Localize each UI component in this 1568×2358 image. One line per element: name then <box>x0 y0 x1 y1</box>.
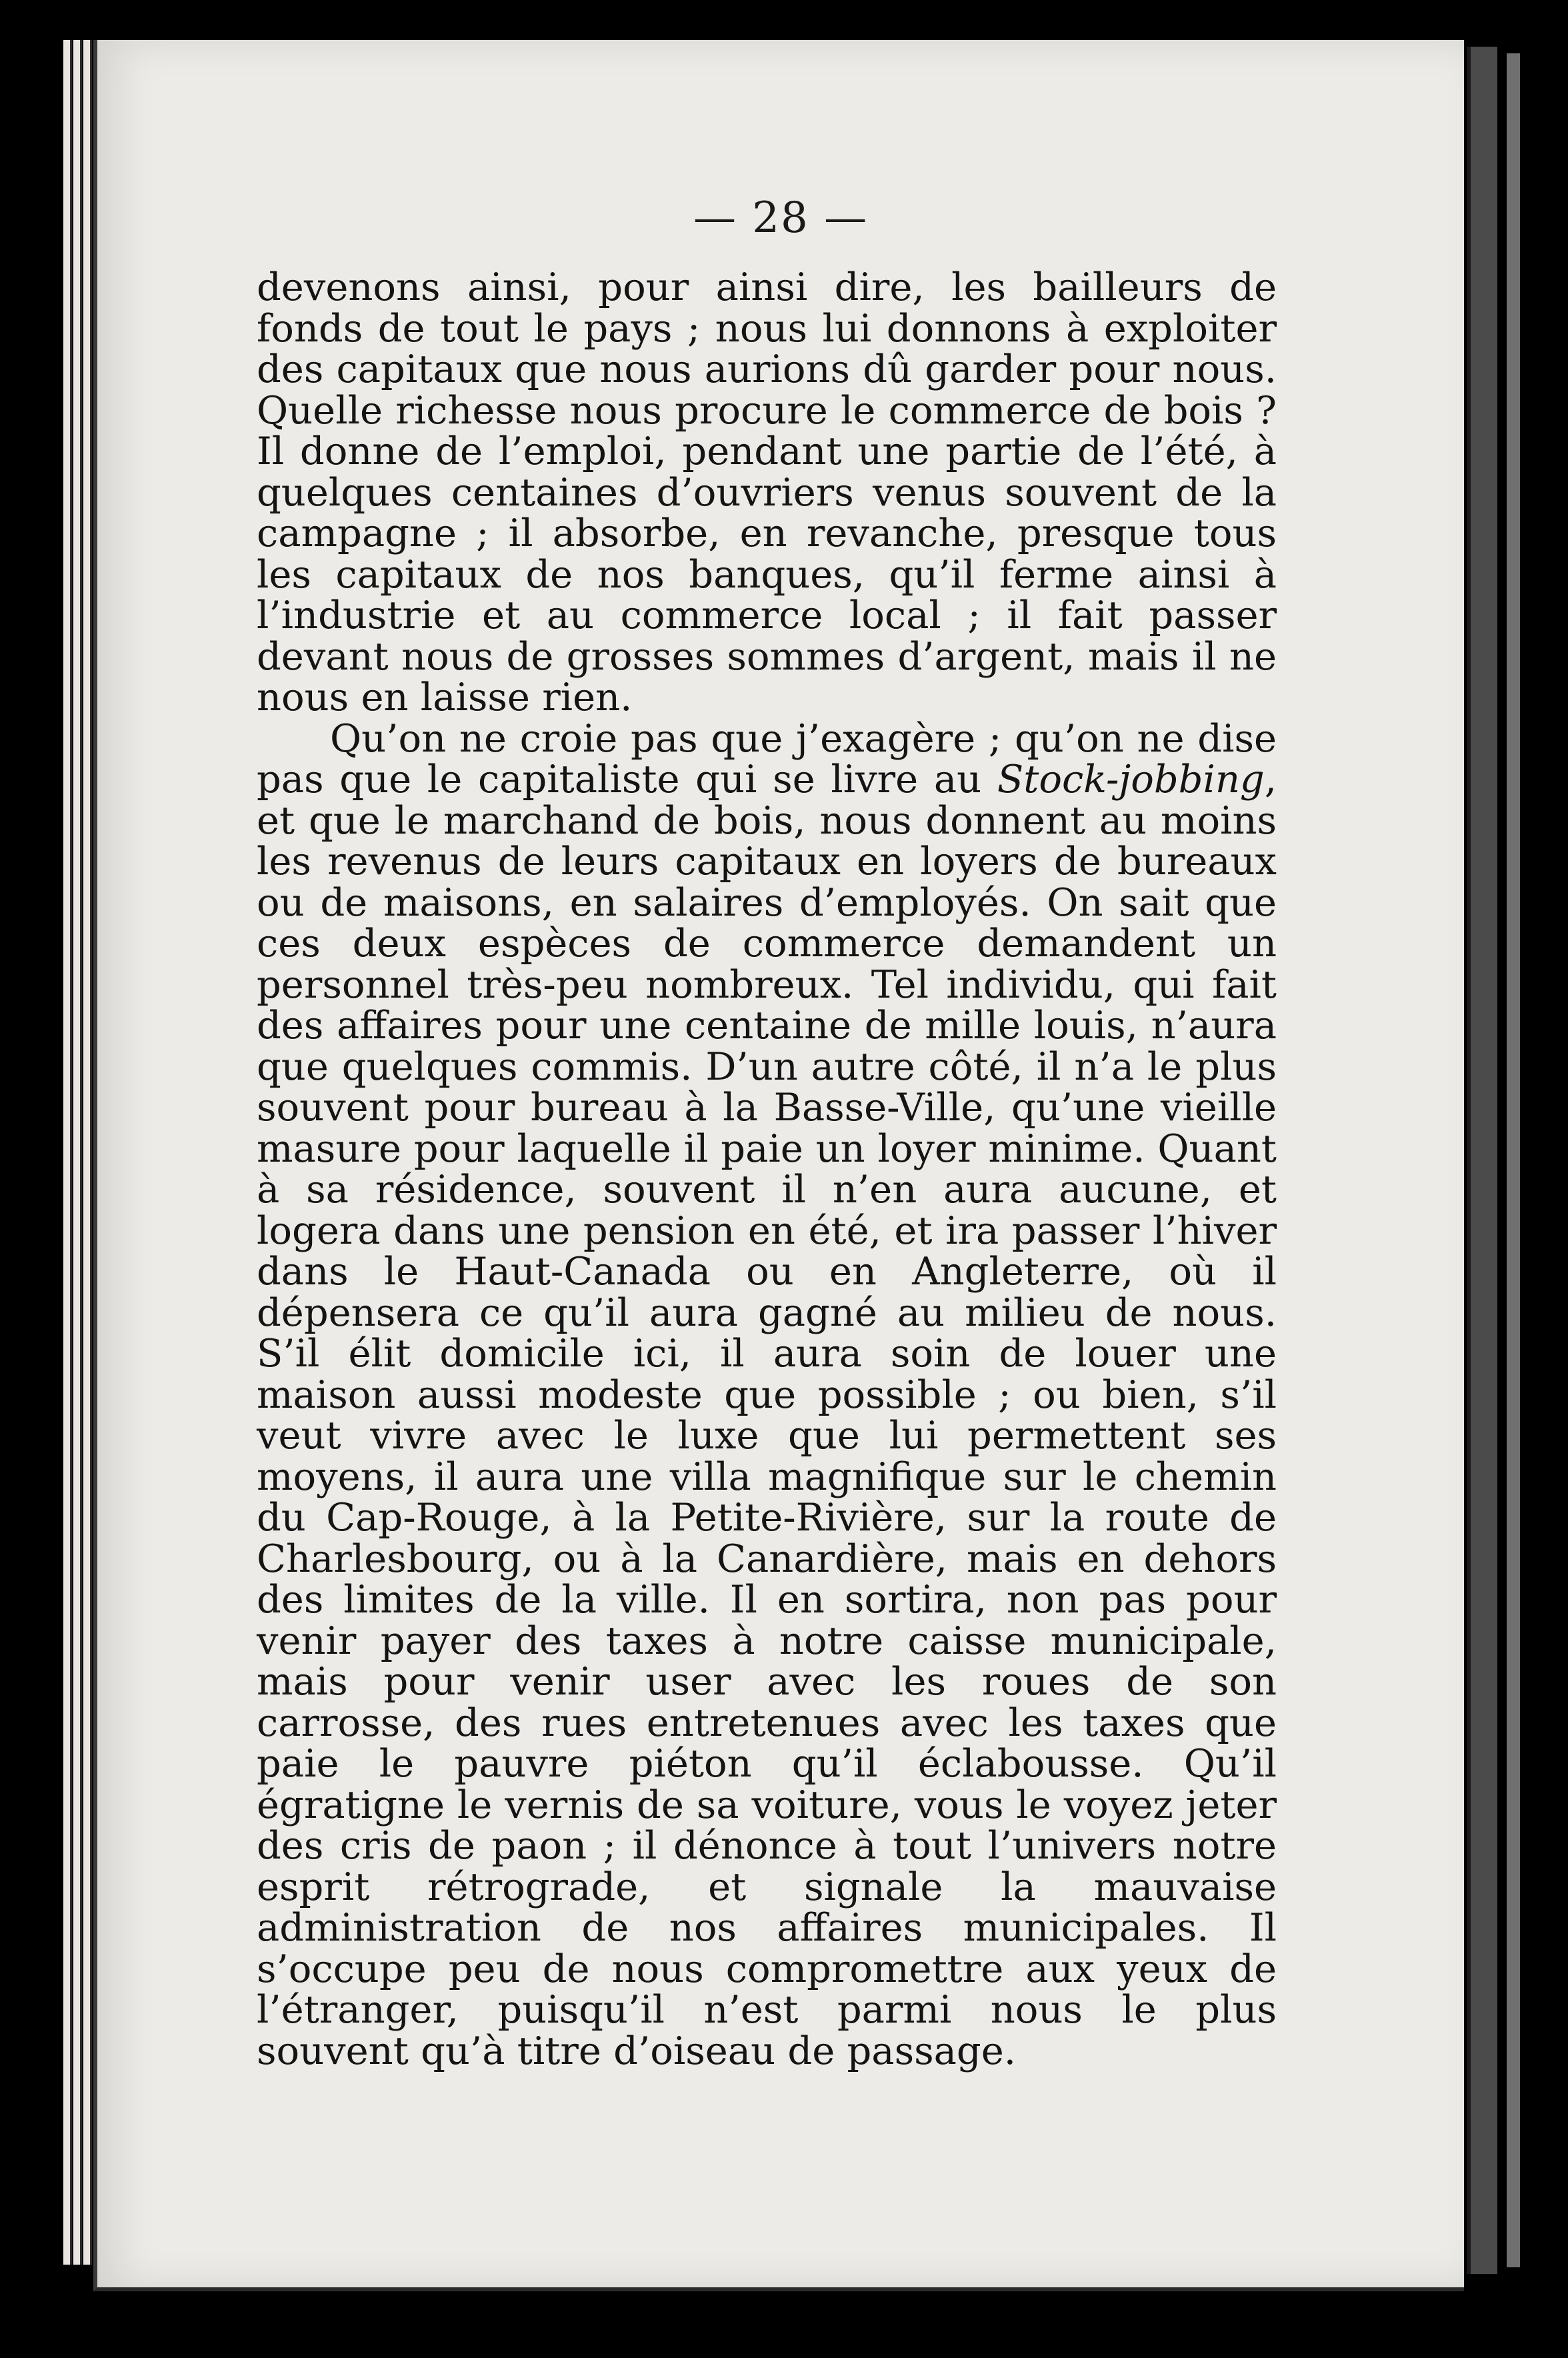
page-stack-edge <box>83 40 92 2265</box>
paragraph-text: , et que le marchand de bois, nous donnent au moins les revenus de leurs capitaux en loyers de bureaux ou de maisons, en salaires d’employés. On sait que ces deux espèces de commerce demandent un personnel très-peu nombreux. Tel individu, qui fait des affaires pour une centaine de mille louis, n’aura que quelques commis. D’un autre côté, il n’a le plus souvent pour bureau à la Basse-Ville, qu’une vieille masure pour laquelle il paie un loyer minime. Quant à sa résidence, souvent il n’en aura aucune, et logera dans une pension en été, et ira passer l’hiver dans le Haut-Canada ou en Angleterre, où il dépensera ce qu’il aura gagné au milieu de nous. S’il élit domicile ici, il aura soin de louer une maison aussi modeste que possible ; ou bien, s’il veut vivre avec le luxe que lui permettent ses moyens, il aura une villa magnifique sur le chemin du Cap-Rouge, à la Petite-Rivière, sur la route de Charlesbourg, ou à la Canardière, mais en dehors des limites de la ville. Il en sortira, non pas pour venir payer des taxes à notre caisse municipale, mais pour venir user avec les roues de son carrosse, des rues entretenues avec les taxes que paie le pauvre piéton qu’il éclabousse. Qu’il égratigne le vernis de sa voiture, vous le voyez jeter des cris de paon ; il dénonce à tout l’univers notre esprit rétrograde, et signale la mauvaise administration de nos affaires municipales. Il s’occupe peu de nous compromettre aux yeux de l’étranger, puisqu’il n’est parmi nous le plus souvent qu’à titre d’oiseau de passage. <box>257 757 1277 2073</box>
facing-page-edge <box>1507 53 1520 2267</box>
facing-page-edge <box>1467 47 1497 2274</box>
page-number: — 28 — <box>693 193 869 243</box>
paragraph-text: Qu’on ne croie pas que j’exagère ; qu’on ne dise pas que le capitaliste qui se livre au <box>257 716 1277 802</box>
paragraph: devenons ainsi, pour ainsi dire, les bailleurs de fonds de tout le pays ; nous lui donnons à exploiter des capitaux que nous aurions dû garder pour nous. Quelle richesse nous procure le commerce de bois ? Il donne de l’emploi, pendant une partie de l’été, à quelques centaines d’ouvriers venus souvent de la campagne ; il absorbe, en revanche, presque tous les capitaux de nos banques, qu’il ferme ainsi à l’industrie et au commerce local ; il fait passer devant nous de grosses sommes d’argent, mais il ne nous en laisse rien. <box>257 265 1277 720</box>
page-stack-edge <box>63 40 72 2265</box>
italic-term: Stock-jobbing <box>997 757 1265 802</box>
page-stack-edge <box>73 40 82 2265</box>
body-text <box>257 267 1277 2071</box>
paragraph <box>257 718 1277 2072</box>
